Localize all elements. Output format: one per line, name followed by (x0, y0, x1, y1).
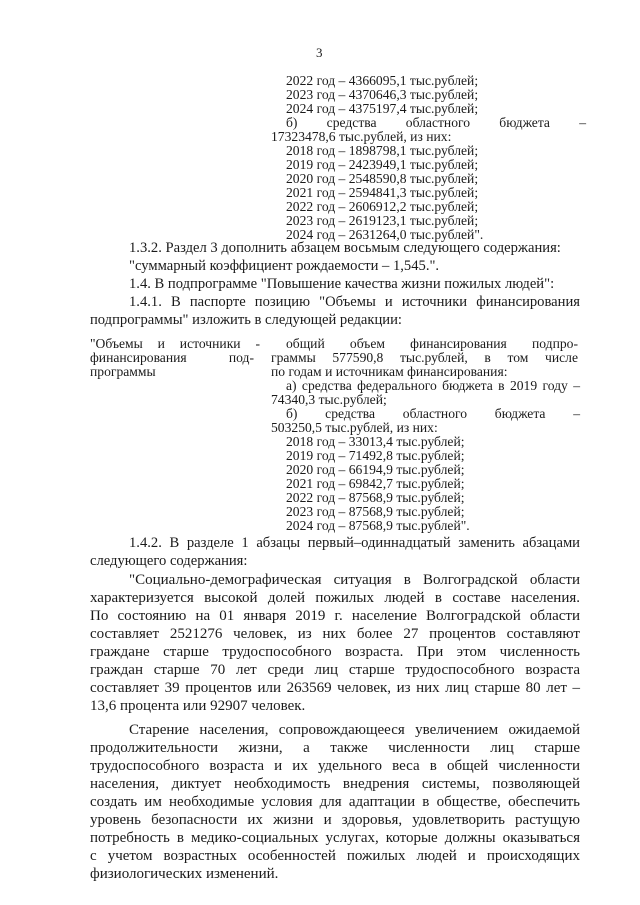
regional-budget-heading: б) средства областного бюджета – (286, 115, 586, 130)
regional-year-line: 2021 год – 2594841,3 тыс.рублей; (286, 185, 479, 200)
passport-year-line: 2024 год – 87568,9 тыс.рублей". (286, 518, 470, 533)
passport-right-line: по годам и источникам финансирования: (271, 364, 508, 379)
paragraph-line: граждан старше 70 лет среди лиц старше трудоспособного возраста (90, 662, 580, 678)
regional-year-line: 2020 год – 2548590,8 тыс.рублей; (286, 171, 479, 186)
section-1-3-2-line2: "суммарный коэффициент рождаемости – 1,545.". (129, 258, 440, 274)
passport-right-line: граммы 577590,8 тыс.рублей, в том числе (271, 350, 578, 365)
paragraph-line: составляет 39 процентов или 263569 человек, из них лиц старше 80 лет – (90, 680, 580, 696)
paragraph-line: с учетом возрастных особенностей пожилых людей и происходящих (90, 848, 580, 864)
paragraph-line: составляет 2521276 человек, из них более 27 процентов составляют (90, 626, 580, 642)
regional-year-line: 2018 год – 1898798,1 тыс.рублей; (286, 143, 479, 158)
paragraph-line: "Социально-демографическая ситуация в Волгоградской области (129, 572, 580, 588)
passport-left-line: "Объемы и источники - (90, 336, 260, 351)
section-1-4-2-line1: 1.4.2. В разделе 1 абзацы первый–одиннадцатый заменить абзацами (129, 535, 580, 551)
paragraph-line: граждане старше трудоспособного возраста. При этом численность (90, 644, 580, 660)
paragraph-line: 13,6 процента или 92907 человек. (90, 698, 306, 714)
regional-year-line: 2019 год – 2423949,1 тыс.рублей; (286, 157, 479, 172)
section-1-4-heading: 1.4. В подпрограмме "Повышение качества жизни пожилых людей": (129, 276, 555, 292)
passport-year-line: 2022 год – 87568,9 тыс.рублей; (286, 490, 465, 505)
passport-left-line: финансирования под- (90, 350, 254, 365)
regional-budget-total: 17323478,6 тыс.рублей, из них: (271, 129, 452, 144)
section-1-3-2-line1: 1.3.2. Раздел 3 дополнить абзацем восьмым следующего содержания: (129, 240, 561, 256)
paragraph-line: характеризуется высокой долей пожилых людей в составе населения. (90, 590, 580, 606)
section-1-4-1-line1: 1.4.1. В паспорте позицию "Объемы и источники финансирования (129, 294, 580, 310)
section-1-4-1-line2: подпрограммы" изложить в следующей редакции: (90, 312, 402, 328)
funding-line: 2022 год – 4366095,1 тыс.рублей; (286, 73, 479, 88)
page-number: 3 (316, 45, 323, 60)
passport-year-line: 2020 год – 66194,9 тыс.рублей; (286, 462, 465, 477)
paragraph-line: потребность в медико-социальных услугах, которые должны оказываться (90, 830, 580, 846)
paragraph-line: Старение населения, сопровождающееся увеличением ожидаемой (129, 722, 580, 738)
passport-right-line: 503250,5 тыс.рублей, из них: (271, 420, 438, 435)
paragraph-line: По состоянию на 01 января 2019 г. население Волгоградской области (90, 608, 580, 624)
regional-year-line: 2024 год – 2631264,0 тыс.рублей". (286, 227, 484, 242)
paragraph-line: продолжительности жизни, а также численности лиц старше (90, 740, 580, 756)
regional-year-line: 2022 год – 2606912,2 тыс.рублей; (286, 199, 479, 214)
passport-left-line: программы (90, 364, 156, 379)
funding-line: 2024 год – 4375197,4 тыс.рублей; (286, 101, 479, 116)
passport-right-line: а) средства федерального бюджета в 2019 году – (286, 378, 580, 393)
funding-line: 2023 год – 4370646,3 тыс.рублей; (286, 87, 479, 102)
paragraph-line: физиологических изменений. (90, 866, 279, 882)
passport-right-line: общий объем финансирования подпро- (286, 336, 578, 351)
passport-year-line: 2019 год – 71492,8 тыс.рублей; (286, 448, 465, 463)
paragraph-line: населения, диктует необходимость внедрения системы, позволяющей (90, 776, 580, 792)
paragraph-line: трудоспособного возраста и их удельного веса в общей численности (90, 758, 580, 774)
section-1-4-2-line2: следующего содержания: (90, 553, 248, 569)
passport-year-line: 2021 год – 69842,7 тыс.рублей; (286, 476, 465, 491)
passport-right-line: б) средства областного бюджета – (286, 406, 580, 421)
passport-right-line: 74340,3 тыс.рублей; (271, 392, 387, 407)
paragraph-line: создать им необходимые условия для адаптации в обществе, обеспечить (90, 794, 580, 810)
regional-year-line: 2023 год – 2619123,1 тыс.рублей; (286, 213, 479, 228)
passport-year-line: 2023 год – 87568,9 тыс.рублей; (286, 504, 465, 519)
paragraph-line: уровень безопасности их жизни и здоровья, удовлетворить растущую (90, 812, 580, 828)
passport-year-line: 2018 год – 33013,4 тыс.рублей; (286, 434, 465, 449)
